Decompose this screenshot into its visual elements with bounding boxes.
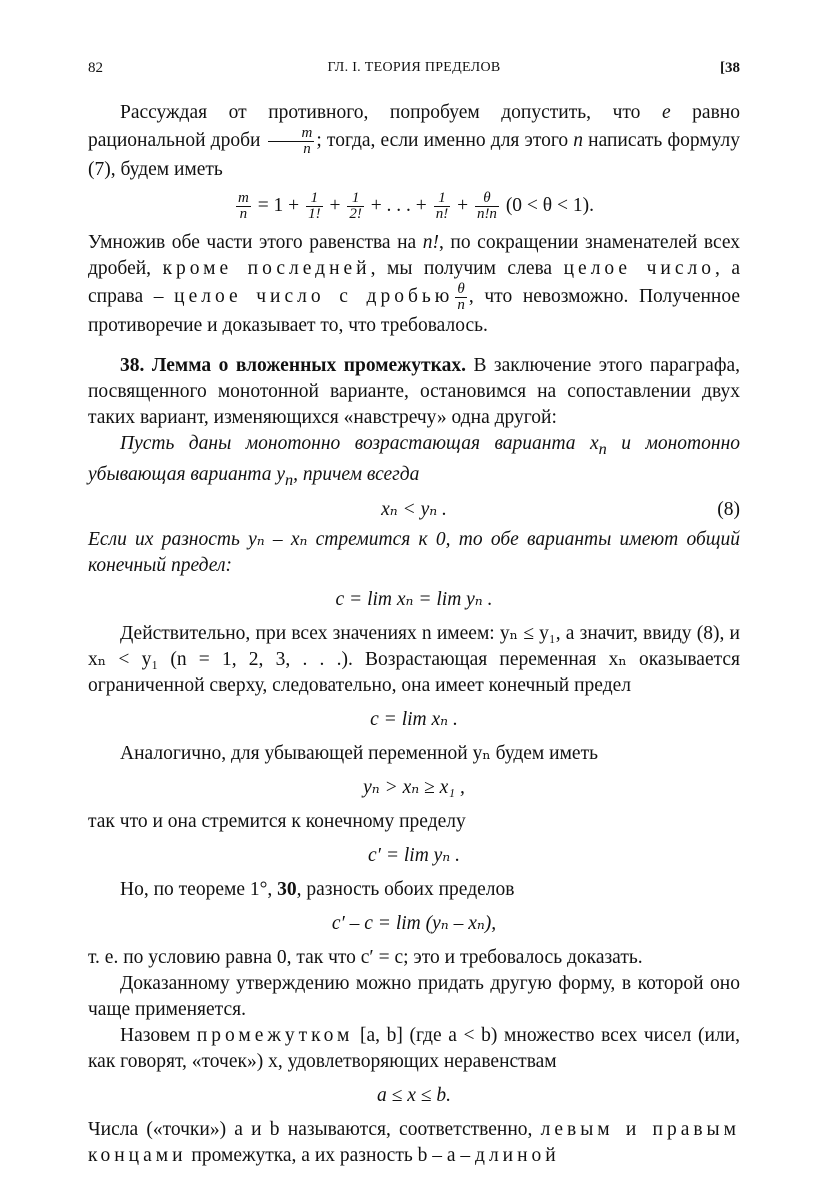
lemma-statement-cont: Если их разность yₙ – xₙ стремится к 0, то обе варианты имеют общий конечный предел: <box>88 528 740 576</box>
paragraph-theorem: Но, по теореме 1°, 30, разность обоих пределов <box>120 878 515 900</box>
paragraph-other-form: Доказанному утверждению можно придать другую форму, в которой оно чаще применяется. <box>88 972 740 1020</box>
formula-yn-ineq: yₙ > xₙ ≥ x₁ , <box>363 776 465 798</box>
paragraph-so-that: так что и она стремится к конечному пределу <box>88 810 466 832</box>
paragraph-multiply: Умножив обе части этого равенства на n!, по сокращении знаменателей всех дробей, кроме последней, мы получим слева целое число, а справа – целое число с дробью $\frac{\theta}{n}$ , что невозможно. Полученное противоречие и доказывает то, что требовалось. <box>88 232 741 336</box>
section-38-intro: 38. Лемма о вложенных промежутках. В заключение этого параграфа, посвященного монотонной варианте, остановимся на сопоставлении двух таких вариант, изменяющихся «навстречу» одна другой: <box>88 355 740 428</box>
paragraph-similarly: Аналогично, для убывающей переменной yₙ будем иметь <box>120 742 598 764</box>
lemma-statement: Пусть даны монотонно возрастающая варианта $x_n$ и монотонно убывающая варианта $y_n$, причем всегда <box>88 433 740 489</box>
book-page <box>88 0 740 1200</box>
fraction-theta-n: $\frac{\theta}{n}$ <box>457 281 465 313</box>
paragraph-conclusion: т. е. по условию равна 0, так что c′ = c; это и требовалось доказать. <box>88 946 643 968</box>
formula-interval: a ≤ x ≤ b. <box>377 1084 451 1106</box>
section-marker: [38 <box>720 60 740 76</box>
formula-limit-c: c = lim xₙ = lim yₙ . <box>335 588 493 610</box>
formula-limit-xn: c = lim xₙ . <box>370 708 458 730</box>
page-body <box>88 100 740 1169</box>
formula-series: $\frac{m}{n}$ = 1 + $\frac{1}{1!}$ + $\frac{1}{2!}$ + . . . + $\frac{1}{n!}$ + $\frac{\theta}{n!n}$ (0 < θ < 1). <box>237 190 595 222</box>
running-header <box>88 60 740 84</box>
formula-cprime: c′ = lim yₙ . <box>368 844 460 866</box>
paragraph-proof: Действительно, при всех значениях n имеем: yₙ ≤ y₁, а значит, ввиду (8), и xₙ < y₁ (n = 1, 2, 3, . . .). Возрастающая переменная xₙ оказывается ограниченной сверху, следовательно, она имеет конечный предел <box>88 622 740 696</box>
fraction-m-n: $\frac{m}{n}$ <box>268 126 315 157</box>
equation-8: xₙ < yₙ . (8) <box>88 497 740 523</box>
running-title: ГЛ. I. ТЕОРИЯ ПРЕДЕЛОВ <box>327 60 501 75</box>
page-number: 82 <box>88 60 103 76</box>
section-title: 38. Лемма о вложенных промежутках. <box>120 355 466 376</box>
paragraph-interval-def: Назовем промежутком [a, b] (где a < b) множество всех чисел (или, как говорят, «точек») x, удовлетворяющих неравенствам <box>88 1024 740 1072</box>
equation-number: (8) <box>717 498 740 520</box>
formula-difference: c′ – c = lim (yₙ – xₙ), <box>331 912 497 934</box>
paragraph-endpoints: Числа («точки») a и b называются, соответственно, левым и правым концами промежутка, а их разность b – a – длиной <box>88 1118 740 1166</box>
paragraph-contradiction: Рассуждая от противного, попробуем допустить, что e равно рациональной дроби $\frac{m}{n}$ ; тогда, если именно для этого n написать формулу (7), будем иметь <box>88 102 740 180</box>
